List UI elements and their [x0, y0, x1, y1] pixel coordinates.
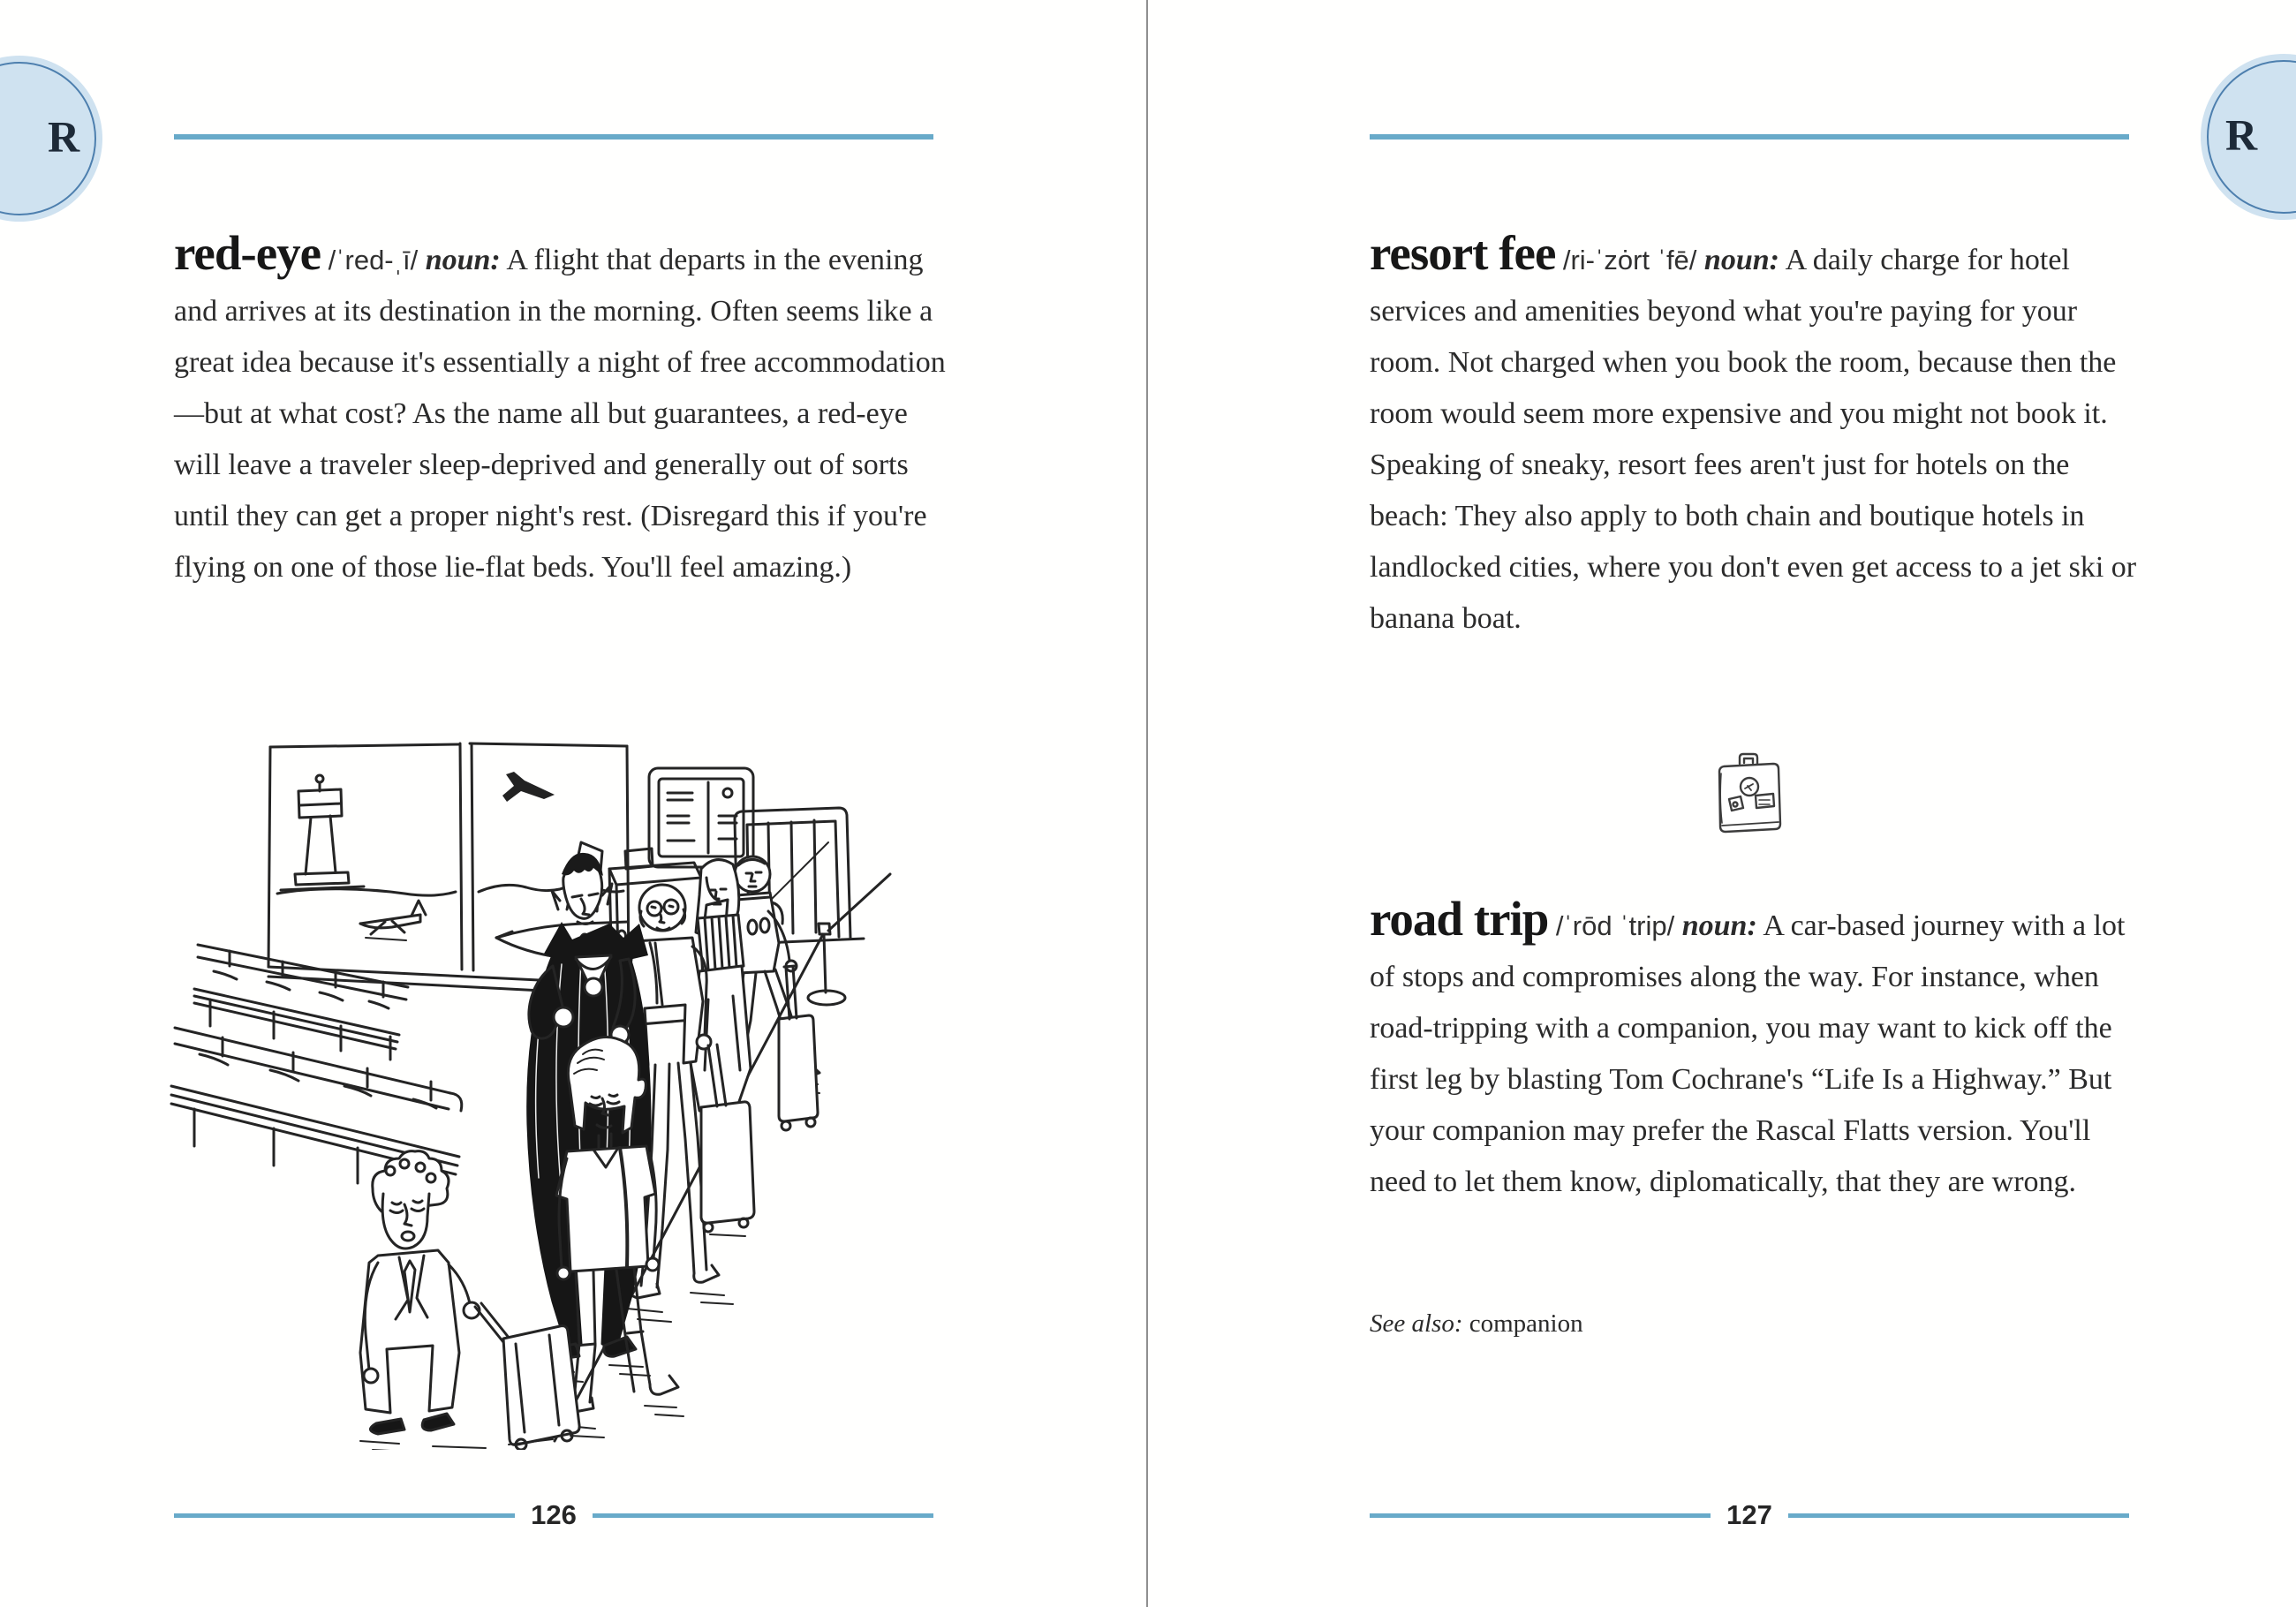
page-number-right: 127 [1726, 1499, 1772, 1530]
roller-bag-small [779, 966, 818, 1130]
see-also-line [1370, 1305, 2141, 1342]
entry-road-trip [1370, 894, 2141, 1208]
suitcase-divider-icon [1710, 744, 1784, 836]
taxiing-plane [360, 901, 426, 940]
section-letter: R [2225, 109, 2258, 160]
entry-headword: red-eye [174, 226, 321, 280]
entry-definition: A car-based journey with a lot of stops and compromises along the way. For instance, when road-tripping with a companion, you may want to kick off the first leg by blasting Tom Cochrane's “Life Is a Highway.” But your companion may prefer the Rascal Flatts version. You'll need to let them know, diplomatically, that they are wrong. [1370, 909, 2126, 1198]
page-gutter-divider [1146, 0, 1148, 1607]
entry-red-eye [174, 228, 946, 593]
airport-cartoon-illustration [168, 735, 892, 1450]
see-also-term: companion [1469, 1309, 1583, 1338]
top-rule-right [1370, 134, 2129, 140]
flight-monitor [649, 768, 753, 867]
see-also-label: See also: [1370, 1309, 1463, 1338]
entry-pronunciation: /ˈred-ˌī/ [328, 245, 419, 275]
traveler-curly-man [360, 1151, 510, 1450]
entry-definition: A daily charge for hotel services and amenities beyond what you're paying for your room. Not charged when you book the room, because then the room would seem more expensive and you might not book it. Speaking of sneaky, resort fees aren't just for hotels on the beach: They also apply to both chain and boutique hotels in landlocked cities, where you don't even get access to a jet ski or banana boat. [1370, 244, 2137, 635]
entry-headword: road trip [1370, 892, 1549, 946]
control-tower [277, 775, 456, 895]
entry-part-of-speech: noun: [425, 244, 501, 276]
footer-rule [174, 1513, 515, 1518]
section-letter: R [48, 111, 80, 162]
footer-left [174, 1496, 933, 1535]
flying-plane [502, 772, 555, 802]
section-tab-left [0, 56, 102, 222]
top-rule-left [174, 134, 933, 140]
footer-rule [1788, 1513, 2129, 1518]
section-tab-right [2201, 54, 2296, 220]
entry-headword: resort fee [1370, 226, 1556, 280]
footer-rule [593, 1513, 933, 1518]
page-number-left: 126 [531, 1499, 577, 1530]
entry-definition: A flight that departs in the evening and arrives at its destination in the morning. Often seems like a great idea because it's essentially a night of free accommodation—but at what cost? As the name all but guarantees, a red-eye will leave a traveler sleep-deprived and generally out of sorts until they can get a proper night's rest. (Disregard this if you're flying on one of those lie-flat beds. You'll feel amazing.) [174, 244, 946, 584]
entry-pronunciation: /ˈrōd ˈtrip/ [1555, 910, 1675, 941]
footer-rule [1370, 1513, 1711, 1518]
entry-part-of-speech: noun: [1703, 244, 1779, 276]
entry-resort-fee [1370, 228, 2141, 645]
entry-pronunciation: /ri-ˈzȯrt ˈfē/ [1562, 245, 1697, 275]
traveler-tired-woman [556, 1037, 684, 1437]
entry-part-of-speech: noun: [1681, 909, 1757, 942]
footer-right [1370, 1496, 2129, 1535]
